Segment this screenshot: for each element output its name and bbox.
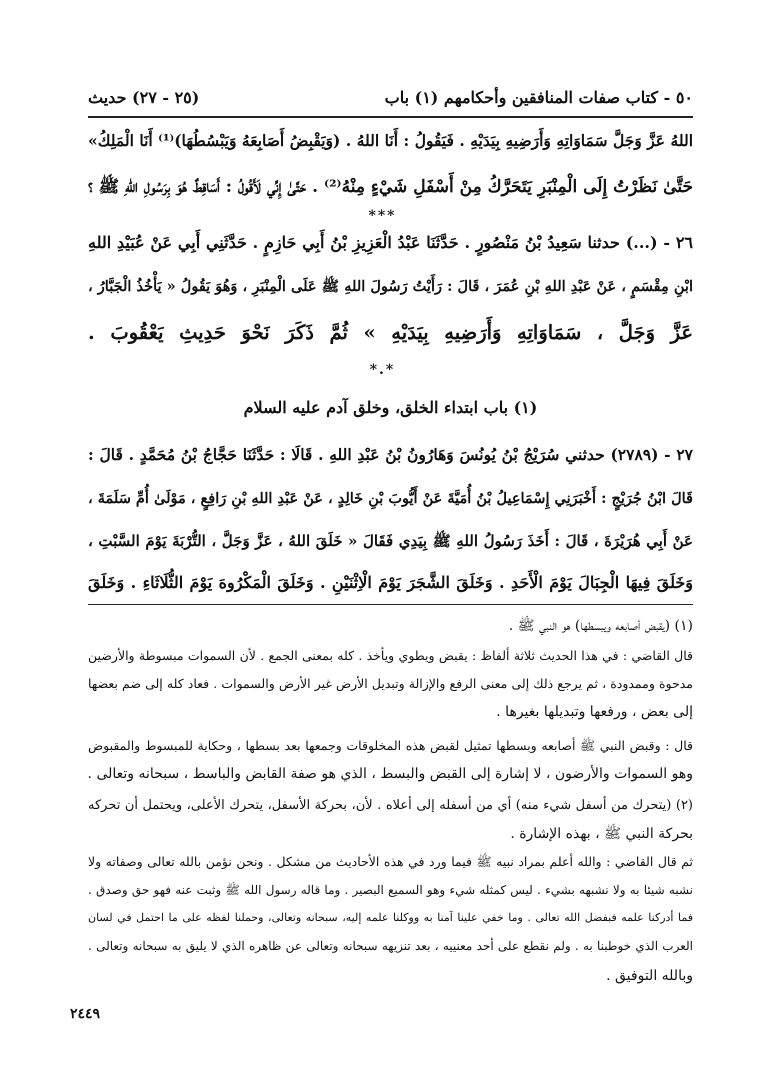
footnote-line: ثم قال القاضي : والله أعلم بمراد نبيه ﷺ فيما ورد في هذه الأحاديث من مشكل . ونحن نؤمن بالله تعالى وصفاته ولا <box>88 854 693 869</box>
footnote-line: (١) (يقبض أصابعه ويبسطها) هو النبي ﷺ . <box>508 618 693 634</box>
text-line: عَزَّ وَجَلَّ ، سَمَاوَاتِهِ وَأَرَضِيهِ بِيَدَيْهِ » ثُمَّ ذَكَرَ نَحْوَ حَدِيثِ يَعْقُوبَ . <box>88 321 693 344</box>
footnote-line: (٢) (يتحرك من أسفل شيء منه) أي من أسفله إلى أعلاه . لأن، بحركة الأسفل، يتحرك الأعلى، ويحتمل أن تحركه <box>88 798 693 813</box>
footnote-line: مدحوة وممدودة ، ثم يرجع ذلك إلى معنى الرفع والإزالة وتبديل الأرض غير الأرض والسموات . فعاد كله إلى ضم بعضها <box>88 676 693 691</box>
footnote-line: وهو السموات والأرضون ، لا إشارة إلى القبض والبسط ، الذي هو صفة القابض والباسط ، سبحانه وتعالى . <box>88 766 693 782</box>
separator-stars: *.* <box>369 362 396 378</box>
text-line: حَتَّىٰ نَظَرْتُ إِلَى الْمِنْبَرِ يَتَحَرَّكُ مِنْ أَسْفَلِ شَيْءٍ مِنْهُ⁽²⁾ . حَتَّىٰ إِنِّي لَأَقُولُ : أَسَاقِطٌ هُوَ بِرَسُولِ اللهِ ﷺ ؟ <box>88 177 693 197</box>
text-line: ابْنِ مِقْسَمٍ ، عَنْ عَبْدِ اللهِ بْنِ عُمَرَ ، قَالَ : رَأَيْتُ رَسُولَ اللهِ ﷺ عَلَى الْمِنْبَرِ ، وَهُوَ يَقُولُ « يَأْخُذُ الْجَبَّارُ ، <box>88 278 693 295</box>
separator-stars: *** <box>368 208 397 224</box>
text-line: قَالَ ابْنُ جُرَيْجٍ : أَخْبَرَنِي إِسْمَاعِيلُ بْنُ أُمَيَّةَ عَنْ أَيُّوبَ بْنِ خَالِدٍ ، عَنْ عَبْدِ اللهِ بْنِ رَافِعٍ ، مَوْلَىٰ أُمِّ سَلَمَةَ ، <box>88 490 693 507</box>
footnote-line: فما أدركنا علمه فبفضل الله تعالى . وما خفي علينا آمنا به ووكلنا علمه إليه، سبحانه وتعالى، وحملنا لفظه على ما احتمل في لسان <box>88 911 693 924</box>
hadith-26-line: ٢٦ - (...) حدثنا سَعِيدُ بْنُ مَنْصُورٍ . حَدَّثَنَا عَبْدُ الْعَزِيزِ بْنُ أَبِي حَازِمٍ . حَدَّثَنِي أَبِي عَنْ عُبَيْدِ اللهِ <box>88 233 693 252</box>
footnote-divider <box>88 604 693 605</box>
footnote-line: إلى بعض ، ورفعها وتبديلها بغيرها . <box>496 704 693 720</box>
footnote-line: العرب الذي خوطبنا به . ولم نقطع على أحد معنييه ، بعد تنزيهه سبحانه وتعالى عن ظاهره الذي لا يليق به سبحانه وتعالى . <box>88 939 693 953</box>
text-line: اللهُ عَزَّ وَجَلَّ سَمَاوَاتِهِ وَأَرَضِيهِ بِيَدَيْهِ . فَيَقُولُ : أَنَا اللهُ . (وَيَقْبِضُ أَصَابِعَهُ وَيَبْسُطُهَا)⁽¹⁾ أَنَا الْمَلِكُ» <box>88 131 693 150</box>
text-line: عَنْ أَبِي هُرَيْرَةَ ، قَالَ : أَخَذَ رَسُولُ اللهِ ﷺ بِيَدِي فَقَالَ « خَلَقَ اللهُ ، عَزَّ وَجَلَّ ، التُّرْبَةَ يَوْمَ السَّبْتِ ، <box>88 532 693 550</box>
page-number: ٢٤٤٩ <box>70 1006 101 1022</box>
header-chapter-title: ٥٠ - كتاب صفات المنافقين وأحكامهم (١) باب <box>384 87 693 107</box>
footnote-line: نشبه شيئا به ولا نشبهه بشيء . ليس كمثله شيء وهو السميع البصير . وما قاله رسول الله ﷺ وثبت عنه فهو حق وصدق . <box>88 883 693 897</box>
chapter-heading: (١) باب ابتداء الخلق، وخلق آدم عليه السلام <box>243 398 538 417</box>
footnote-line: بحركة النبي ﷺ ، بهذه الإشارة . <box>510 826 693 842</box>
header-hadith-range: (٢٥ - ٢٧) حديث <box>88 87 200 107</box>
page-header <box>88 84 693 110</box>
footnote-line: وبالله التوفيق . <box>606 968 693 984</box>
header-divider <box>88 116 693 118</box>
hadith-27-line: ٢٧ - (٢٧٨٩) حدثني سُرَيْجُ بْنُ يُونُسَ وَهَارُونُ بْنُ عَبْدِ اللهِ . قَالَا : حَدَّثَنَا حَجَّاجُ بْنُ مُحَمَّدٍ . قَالَ : <box>88 445 693 464</box>
footnote-line: قال القاضي : في هذا الحديث ثلاثة ألفاظ : يقبض ويطوي ويأخذ . كله بمعنى الجمع . لأن السموات مبسوطة والأرضين <box>88 648 693 663</box>
footnote-line: قال : وقبض النبي ﷺ أصابعه وبسطها تمثيل لقبض هذه المخلوقات وجمعها بعد بسطها ، وحكاية للمبسوط والمقبوض <box>88 738 693 753</box>
text-line: وَخَلَقَ فِيهَا الْجِبَالَ يَوْمَ الْأَحَدِ . وَخَلَقَ الشَّجَرَ يَوْمَ الْاِثْنَيْنِ . وَخَلَقَ الْمَكْرُوهَ يَوْمَ الثُّلَاثَاءِ . وَخَلَقَ <box>88 573 693 592</box>
